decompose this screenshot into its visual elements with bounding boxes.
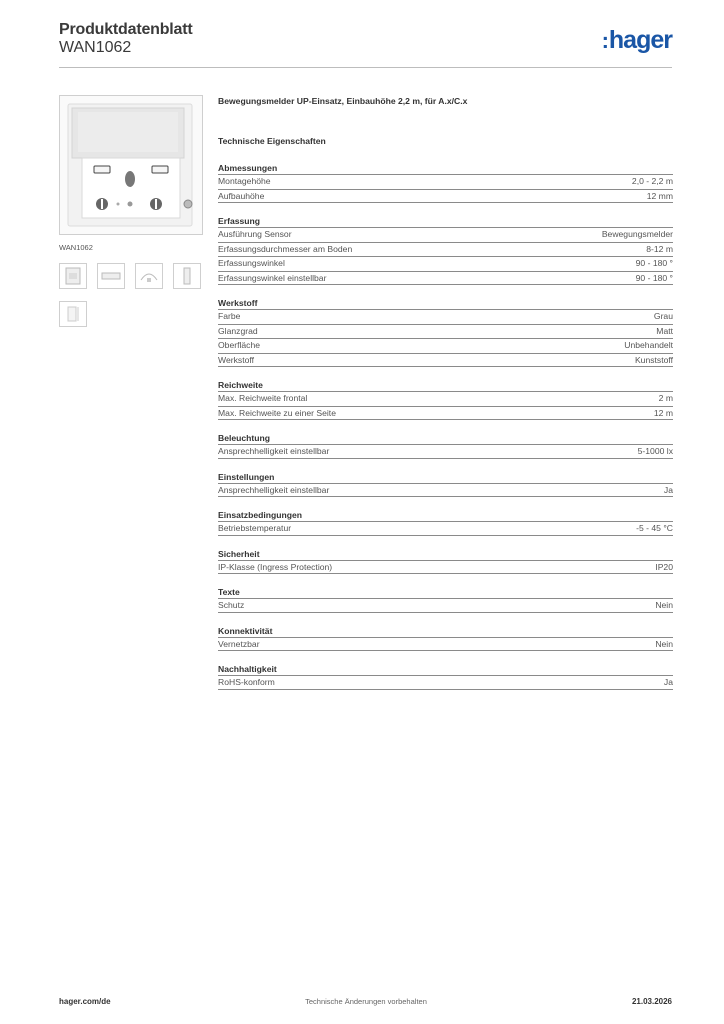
spec-value: -5 - 45 °C xyxy=(636,523,673,533)
spec-row xyxy=(218,675,673,690)
spec-value: 12 mm xyxy=(646,190,673,201)
spec-row xyxy=(218,338,673,353)
spec-section-title: Erfassung xyxy=(218,216,261,226)
product-image xyxy=(59,95,203,235)
logo-text: hager xyxy=(608,26,672,54)
technical-specifications xyxy=(218,96,673,690)
footer-website[interactable]: hager.com/de xyxy=(59,997,111,1006)
product-description: Bewegungsmelder UP-Einsatz, Einbauhöhe 2,2 m, für A.x/C.x xyxy=(218,96,468,106)
spec-section-title: Beleuchtung xyxy=(218,433,271,443)
spec-row xyxy=(218,391,673,406)
spec-label: Ansprechhelligkeit einstellbar xyxy=(218,446,330,456)
spec-value: Nein xyxy=(655,638,673,649)
spec-label: Betriebstemperatur xyxy=(218,523,292,533)
spec-value: Bewegungsmelder xyxy=(601,229,673,239)
spec-label: RoHS-konform xyxy=(218,677,275,687)
spec-section-title: Einsatzbedingungen xyxy=(218,510,303,520)
spec-value: 2 m xyxy=(658,393,673,403)
spec-row xyxy=(218,227,673,242)
spec-row xyxy=(218,444,673,459)
motion-detector-illustration xyxy=(60,96,202,234)
spec-section-title: Werkstoff xyxy=(218,298,258,308)
spec-section xyxy=(218,297,673,367)
spec-label: Montagehöhe xyxy=(218,176,271,186)
spec-value: IP20 xyxy=(655,561,673,572)
spec-section-title: Konnektivität xyxy=(218,625,273,636)
spec-section xyxy=(218,509,673,536)
spec-section-title: Abmessungen xyxy=(218,163,278,173)
spec-section xyxy=(218,432,673,459)
spec-value: Matt xyxy=(656,325,673,336)
spec-label: Farbe xyxy=(218,311,241,321)
spec-row xyxy=(218,271,673,286)
spec-section-title: Einstellungen xyxy=(218,471,275,482)
spec-row xyxy=(218,598,673,613)
spec-value: Grau xyxy=(653,311,673,321)
spec-row xyxy=(218,189,673,204)
spec-value: 8-12 m xyxy=(646,243,673,254)
spec-label: Max. Reichweite zu einer Seite xyxy=(218,407,336,418)
spec-section xyxy=(218,586,673,613)
spec-section xyxy=(218,471,673,498)
footer-notice: Technische Änderungen vorbehalten xyxy=(305,997,427,1006)
spec-value: Kunststoff xyxy=(634,354,673,365)
header-divider xyxy=(59,67,672,68)
thumbnail-front[interactable] xyxy=(59,263,87,289)
specifications-heading: Technische Eigenschaften xyxy=(218,136,326,146)
spec-label: Erfassungswinkel xyxy=(218,258,285,268)
spec-value: Unbehandelt xyxy=(624,340,673,350)
hager-logo: :hager xyxy=(601,26,672,54)
spec-row xyxy=(218,174,673,189)
spec-value: Ja xyxy=(663,484,673,495)
spec-row xyxy=(218,324,673,339)
spec-label: Vernetzbar xyxy=(218,638,260,649)
spec-section-title: Reichweite xyxy=(218,380,263,390)
spec-value: 5-1000 lx xyxy=(637,446,673,456)
spec-section-title: Texte xyxy=(218,587,240,597)
spec-row xyxy=(218,406,673,421)
spec-section xyxy=(218,548,673,575)
spec-label: Oberfläche xyxy=(218,340,261,350)
spec-label: Max. Reichweite frontal xyxy=(218,393,308,403)
spec-label: Aufbauhöhe xyxy=(218,190,265,201)
spec-label: Erfassungsdurchmesser am Boden xyxy=(218,243,353,254)
product-number: WAN1062 xyxy=(59,39,132,56)
spec-value: Nein xyxy=(655,600,673,610)
spec-value: 12 m xyxy=(653,407,673,418)
spec-row xyxy=(218,256,673,271)
spec-section xyxy=(218,379,673,420)
product-image-caption: WAN1062 xyxy=(59,243,93,252)
spec-value: 90 - 180 ° xyxy=(635,258,673,268)
thumbnail-side[interactable] xyxy=(173,263,201,289)
spec-value: 2,0 - 2,2 m xyxy=(631,176,673,186)
spec-label: Werkstoff xyxy=(218,354,254,365)
spec-section xyxy=(218,625,673,652)
spec-row xyxy=(218,353,673,368)
spec-section-title: Sicherheit xyxy=(218,548,260,559)
spec-section-title: Nachhaltigkeit xyxy=(218,664,277,674)
specification-sections xyxy=(218,162,673,690)
spec-section xyxy=(218,162,673,203)
spec-label: IP-Klasse (Ingress Protection) xyxy=(218,561,333,572)
page-title: Produktdatenblatt xyxy=(59,21,193,38)
spec-value: 90 - 180 ° xyxy=(635,272,673,283)
spec-row xyxy=(218,309,673,324)
thumbnail-dimensions[interactable] xyxy=(59,301,87,327)
spec-label: Ansprechhelligkeit einstellbar xyxy=(218,484,330,495)
spec-label: Schutz xyxy=(218,600,245,610)
spec-label: Ausführung Sensor xyxy=(218,229,292,239)
spec-row xyxy=(218,637,673,652)
spec-section xyxy=(218,663,673,690)
spec-label: Glanzgrad xyxy=(218,325,258,336)
spec-section xyxy=(218,215,673,285)
thumbnail-top[interactable] xyxy=(97,263,125,289)
spec-value: Ja xyxy=(663,677,673,687)
spec-label: Erfassungswinkel einstellbar xyxy=(218,272,327,283)
spec-row xyxy=(218,521,673,536)
spec-row xyxy=(218,242,673,257)
spec-row xyxy=(218,483,673,498)
thumbnail-detection-range[interactable] xyxy=(135,263,163,289)
footer-date: 21.03.2026 xyxy=(631,997,672,1006)
spec-row xyxy=(218,560,673,575)
